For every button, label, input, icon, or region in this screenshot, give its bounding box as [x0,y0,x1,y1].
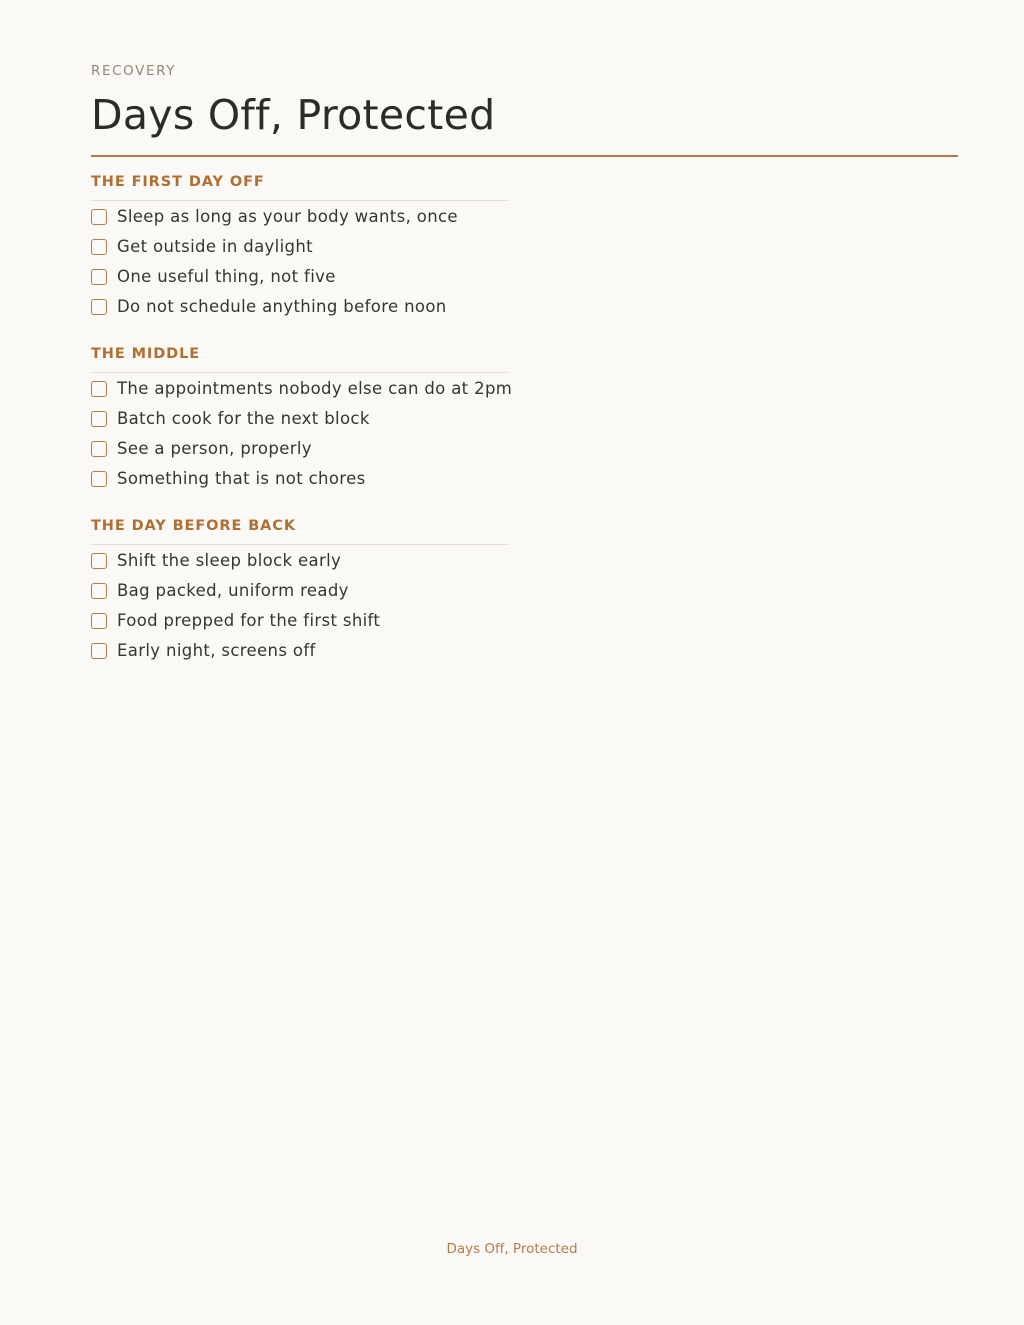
checklist-item [91,575,507,605]
section-heading: THE FIRST DAY OFF [91,171,507,201]
checklist-item [91,291,507,321]
checklist-item [91,463,507,493]
section-heading: THE DAY BEFORE BACK [91,515,507,545]
checklist-item-label: The appointments nobody else can do at 2pm [117,378,513,398]
checklist-item-label: See a person, properly [117,438,312,458]
checklist-item [91,635,507,665]
page [91,62,958,665]
checklist-item-label: Do not schedule anything before noon [117,296,447,316]
checklist-item-label: Get outside in daylight [117,236,313,256]
checklist-item [91,403,507,433]
section-day-before-back [91,515,507,665]
section-first-day-off [91,171,507,321]
checkbox[interactable] [91,583,107,599]
checkbox[interactable] [91,643,107,659]
section-heading: THE MIDDLE [91,343,507,373]
checkbox[interactable] [91,613,107,629]
page-title: Days Off, Protected [91,91,496,139]
checklist-item-label: Shift the sleep block early [117,550,342,570]
checklist-item [91,261,507,291]
checklist-item-label: Something that is not chores [117,468,366,488]
page-footer: Days Off, Protected [446,1241,578,1257]
checklist-item-label: One useful thing, not five [117,266,336,286]
checklist-item-label: Early night, screens off [117,640,316,660]
section-the-middle [91,343,513,493]
checklist-item-label: Sleep as long as your body wants, once [117,206,458,226]
checkbox[interactable] [91,209,107,225]
checkbox[interactable] [91,553,107,569]
checkbox[interactable] [91,381,107,397]
checklist [91,201,507,321]
checklist-item [91,433,507,463]
checklist [91,545,507,665]
checkbox[interactable] [91,239,107,255]
checklist-item [91,545,507,575]
checkbox[interactable] [91,471,107,487]
checkbox[interactable] [91,411,107,427]
checklist-item-label: Food prepped for the first shift [117,610,381,630]
checklist [91,373,513,493]
checklist-item-label: Bag packed, uniform ready [117,580,349,600]
checklist-item [91,605,507,635]
checklist-item [91,373,513,403]
checklist-item [91,231,507,261]
checkbox[interactable] [91,441,107,457]
eyebrow-label: RECOVERY [91,63,177,79]
checkbox[interactable] [91,299,107,315]
title-divider [91,155,958,157]
checklist-item-label: Batch cook for the next block [117,408,370,428]
checkbox[interactable] [91,269,107,285]
checklist-item [91,201,507,231]
